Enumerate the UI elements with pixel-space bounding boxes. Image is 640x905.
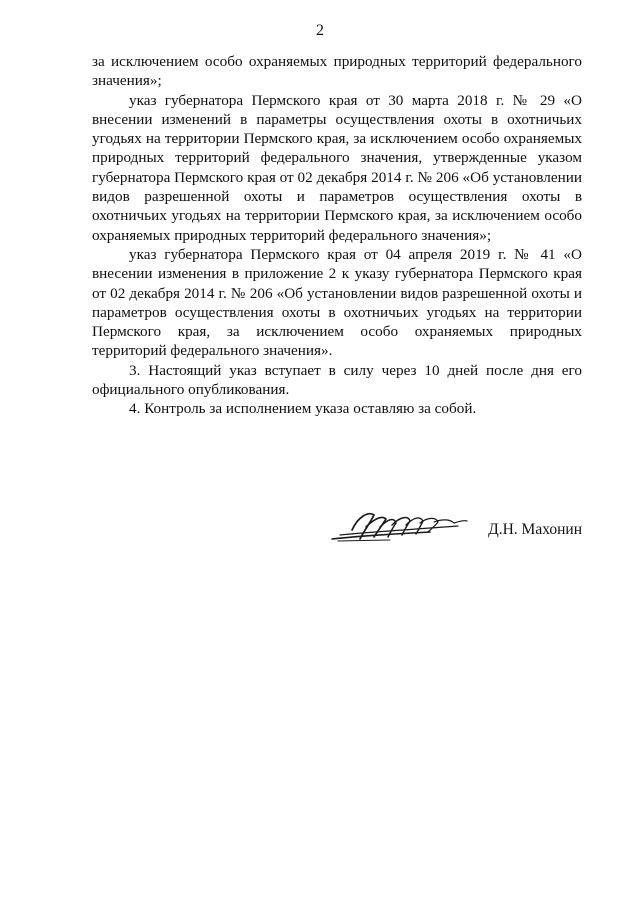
paragraph-decree-2018: указ губернатора Пермского края от 30 марта 2018 г. № 29 «О внесении изменений в параметры осуществления охоты в охотничьих угодьях на территории Пермского края, за исключением особо охраняемых природных территорий федерального значения, утвержденные указом губернатора Пермского края от 02 декабря 2014 г. № 206 «Об установлении видов разрешенной охоты и параметров осуществления охоты в охотничьих угодьях на территории Пермского края, за исключением особо охраняемых природных территорий федерального значения»; — [92, 91, 582, 244]
page-number: 2 — [316, 22, 324, 39]
paragraph-continuation: за исключением особо охраняемых природных территорий федерального значения»; — [92, 53, 582, 90]
paragraph-effective-date: 3. Настоящий указ вступает в силу через 10 дней после дня его официального опубликования. — [92, 361, 582, 399]
signer-name: Д.Н. Махонин — [488, 521, 582, 538]
handwritten-signature — [330, 505, 470, 547]
paragraph-control: 4. Контроль за исполнением указа оставляю за собой. — [129, 400, 477, 418]
signature-block — [330, 505, 582, 553]
paragraph-decree-2019: указ губернатора Пермского края от 04 апреля 2019 г. № 41 «О внесении изменения в приложение 2 к указу губернатора Пермского края от 02 декабря 2014 г. № 206 «Об установлении видов разрешенной охоты и параметров осуществления охоты в охотничьих угодьях на территории Пермского края, за исключением особо охраняемых природных территорий федерального значения». — [92, 245, 582, 360]
document-body — [92, 52, 582, 419]
